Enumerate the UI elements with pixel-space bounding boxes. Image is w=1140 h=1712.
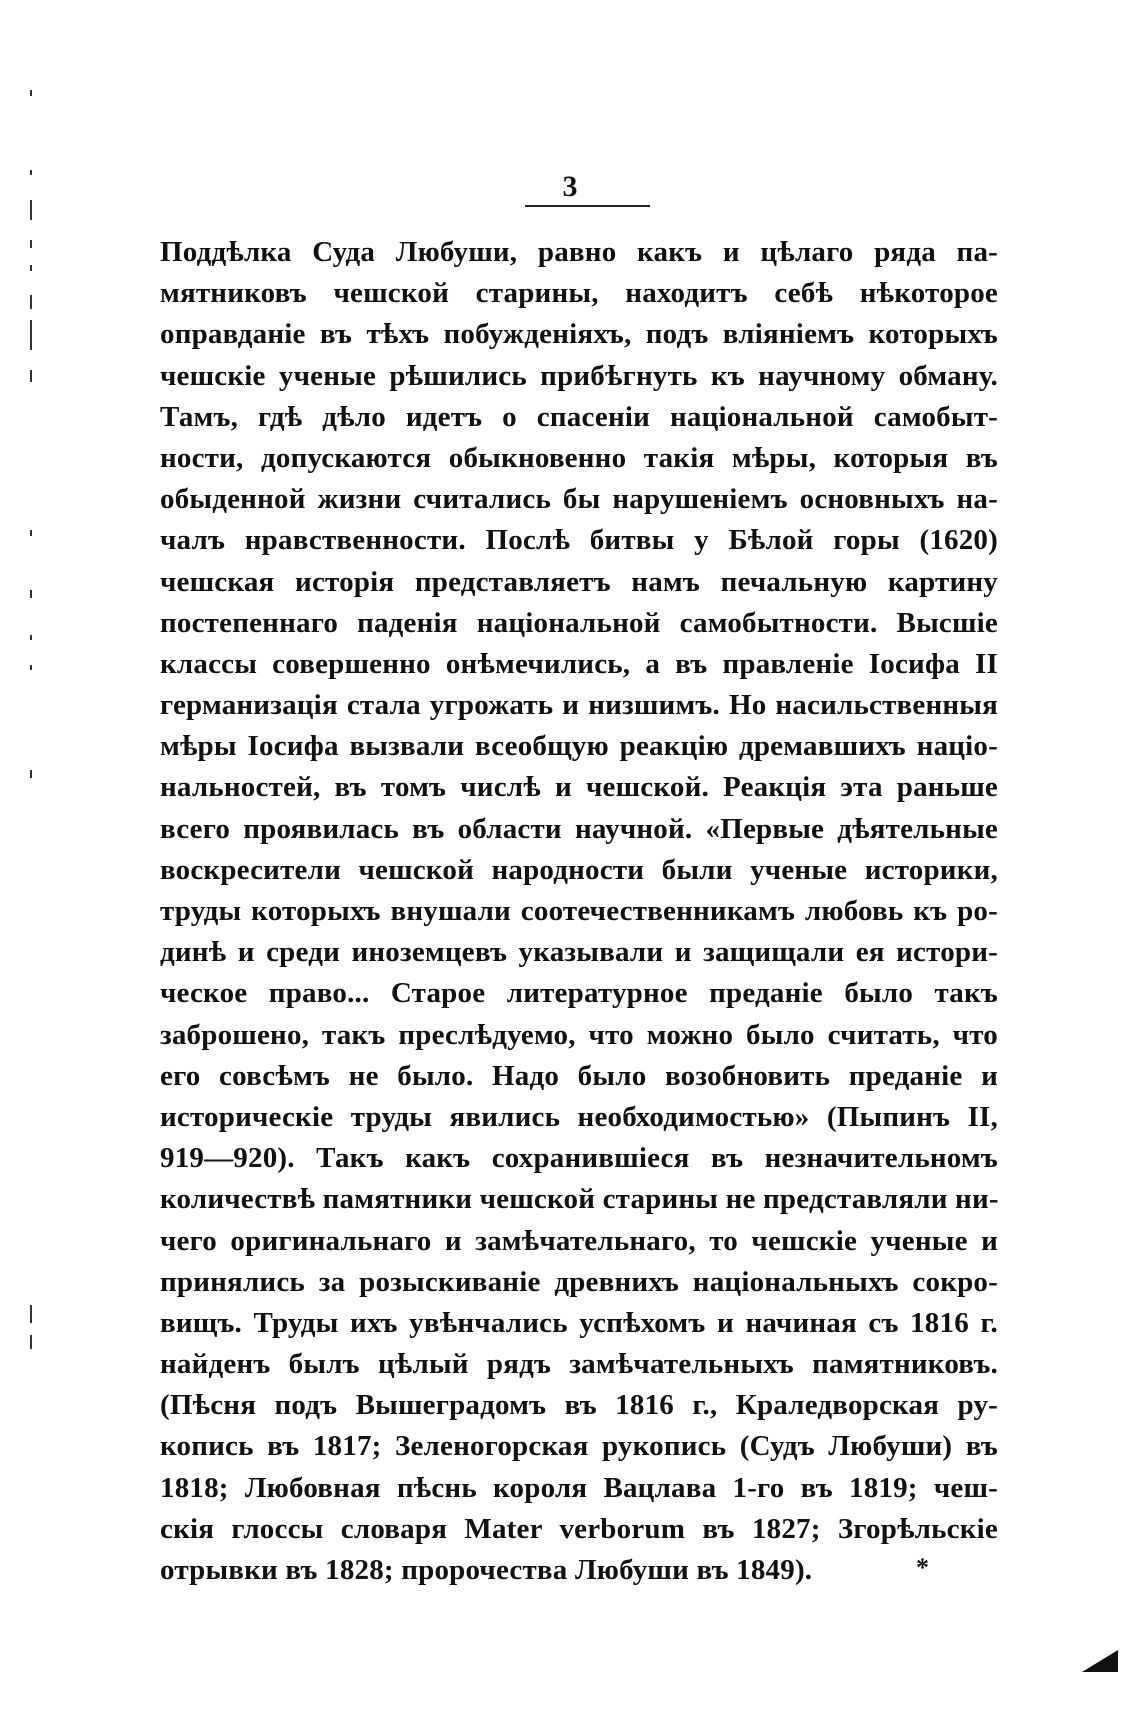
text-line: скія глоссы словаря Mater verborum въ 1827; Згорѣльскіе [160,1512,998,1545]
text-line: всего проявилась въ области научной. «Первые дѣятельные [160,812,998,845]
text-line: нальностей, въ томъ числѣ и чешской. Реакція эта раньше [160,771,998,804]
text-line: Поддѣлка Суда Любуши, равно какъ и цѣлаго ряда па- [160,236,998,268]
text-line: динѣ и среди иноземцевъ указывали и защищали ея истори- [160,936,998,969]
text-line: обыденной жизни считались бы нарушеніемъ основныхъ на- [160,483,998,516]
text-line: чешскіе ученые рѣшились прибѣгнуть къ научному обману. [160,359,998,392]
text-line: постепеннаго паденія національной самобытности. Высшіе [160,606,998,639]
page-corner-mark-icon [1082,1650,1118,1672]
text-line: ческое право... Старое литературное преданіе было такъ [160,977,998,1010]
text-line: историческіе труды явились необходимостью» (Пыпинъ II, [160,1100,998,1133]
text-line: чего оригинальнаго и замѣчательнаго, то чешскіе ученые и [160,1224,998,1257]
page-number-rule [525,205,650,207]
text-line: копись въ 1817; Зеленогорская рукопись (Судъ Любуши) въ [160,1430,998,1463]
footer-signature-mark: * [916,1553,929,1582]
text-line: количествѣ памятники чешской старины не представляли ни- [160,1183,999,1216]
text-line: германизація стала угрожать и низшимъ. Но насильственныя [160,689,998,722]
text-line: принялись за розыскиваніе древнихъ національныхъ сокро- [160,1265,998,1298]
scan-margin-marks [28,80,36,1580]
body-paragraph [160,232,998,1591]
text-line: оправданіе въ тѣхъ побужденіяхъ, подъ вліяніемъ которыхъ [160,318,998,351]
text-line: (Пѣсня подъ Вышеградомъ въ 1816 г., Краледворская ру- [160,1389,998,1422]
text-line: его совсѣмъ не было. Надо было возобновить преданіе и [160,1059,998,1092]
text-line: 919—920). Такъ какъ сохранившіеся въ незначительномъ [160,1142,998,1175]
text-line: отрывки въ 1828; пророчества Любуши въ 1849). [160,1554,813,1586]
text-line: Тамъ, гдѣ дѣло идетъ о спасеніи національной самобыт- [160,400,998,433]
text-line: вищъ. Труды ихъ увѣнчались успѣхомъ и начиная съ 1816 г. [160,1306,998,1339]
text-line: заброшено, такъ преслѣдуемо, что можно было считать, что [160,1018,998,1051]
text-line: мятниковъ чешской старины, находитъ себѣ нѣкоторое [160,277,998,310]
text-line: найденъ былъ цѣлый рядъ замѣчательныхъ памятниковъ. [160,1348,998,1381]
text-line: ности, допускаются обыкновенно такія мѣры, которыя въ [160,441,998,474]
text-line: чалъ нравственности. Послѣ битвы у Бѣлой горы (1620) [160,524,998,557]
text-line: мѣры Іосифа вызвали всеобщую реакцію дремавшихъ націо- [160,730,998,763]
page-number: 3 [562,170,578,203]
text-line: воскресители чешской народности были ученые историки, [160,853,998,886]
text-line: классы совершенно онѣмечились, а въ правленіе Іосифа II [160,647,998,680]
text-line: 1818; Любовная пѣснь короля Вацлава 1-го въ 1819; чеш- [160,1471,998,1504]
text-line: труды которыхъ внушали соотечественникамъ любовь къ ро- [160,895,998,927]
text-line: чешская исторія представляетъ намъ печальную картину [160,565,998,598]
